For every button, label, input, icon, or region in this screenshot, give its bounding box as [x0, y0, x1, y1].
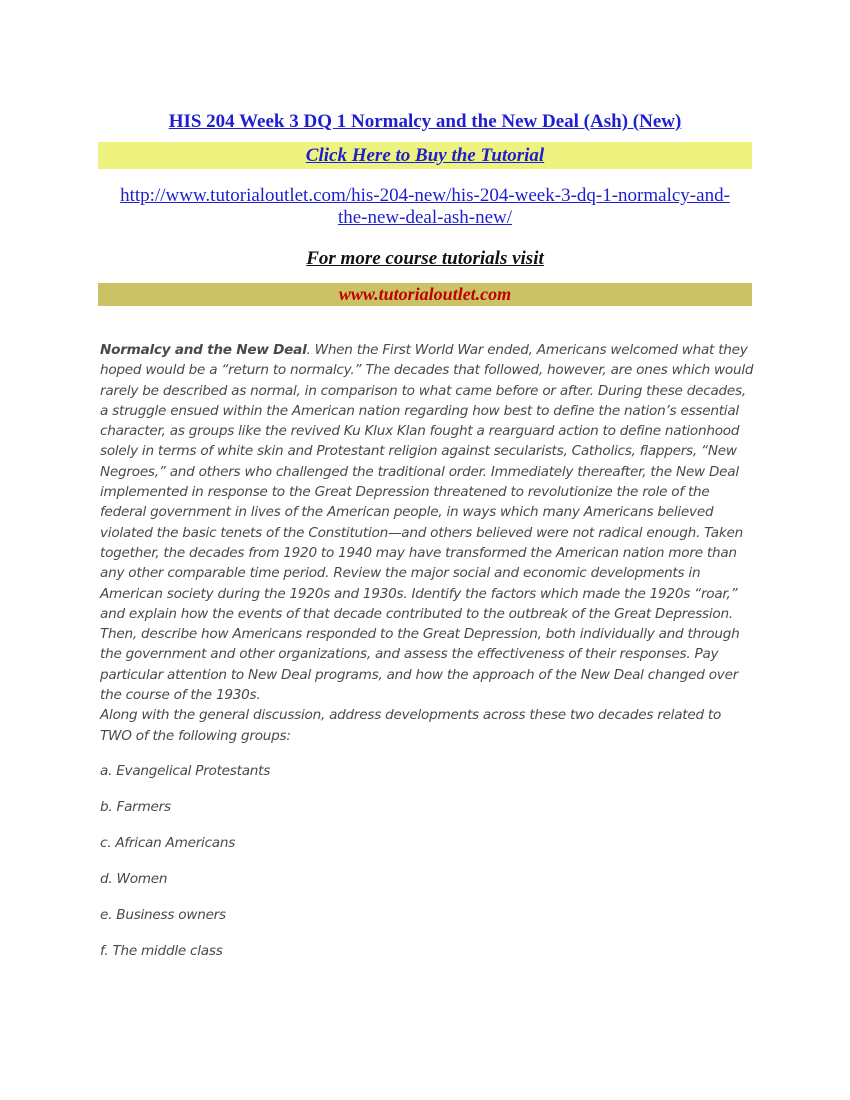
more-tutorials-text: For more course tutorials visit: [306, 248, 544, 269]
document-title[interactable]: HIS 204 Week 3 DQ 1 Normalcy and the New Deal (Ash) (New): [168, 111, 682, 132]
list-item: f. The middle class: [100, 943, 223, 959]
assignment-followup: Along with the general discussion, address developments across these two decades related to TWO of the following groups:: [100, 707, 722, 744]
group-list: [100, 761, 270, 977]
site-link[interactable]: www.tutorialoutlet.com: [98, 283, 752, 306]
list-item: d. Women: [100, 871, 168, 887]
assignment-paragraph: . When the First World War ended, Americans welcomed what they hoped would be a “return to normalcy.” The decades that followed, however, are ones which would rarely be described as normal, in comparison to what came before or after. During these decades, a struggle ensued within the American nation regarding how best to define the nation’s essential character, as groups like the revived Ku Klux Klan fought a rearguard action to define nationhood solely in terms of white skin and Protestant religion against secularists, Catholics, flappers, “New Negroes,” and others who challenged the traditional order. Immediately thereafter, the New Deal implemented in response to the Great Depression threatened to revolutionize the role of the federal government in lives of the American people, in ways which many Americans believed violated the basic tenets of the Constitution—and others believed were not radical enough. Taken together, the decades from 1920 to 1940 may have transformed the American nation more than any other comparable time period. Review the major social and economic developments in American society during the 1920s and 1930s. Identify the factors which made the 1920s “roar,” and explain how the events of that decade contributed to the outbreak of the Great Depression. Then, describe how Americans responded to the Great Depression, both individually and through the government and other organizations, and assess the effectiveness of their responses. Pay particular attention to New Deal programs, and how the approach of the New Deal changed over the course of the 1930s.: [100, 342, 754, 704]
list-item: a. Evangelical Protestants: [100, 763, 271, 779]
assignment-description: [100, 340, 754, 746]
assignment-lead: Normalcy and the New Deal: [100, 342, 307, 358]
buy-tutorial-link[interactable]: Click Here to Buy the Tutorial: [98, 142, 752, 169]
list-item: c. African Americans: [100, 835, 236, 851]
list-item: e. Business owners: [100, 907, 226, 923]
list-item: b. Farmers: [100, 799, 171, 815]
tutorial-url-link[interactable]: http://www.tutorialoutlet.com/his-204-new/his-204-week-3-dq-1-normalcy-and-the-new-deal-ash-new/: [120, 185, 730, 228]
